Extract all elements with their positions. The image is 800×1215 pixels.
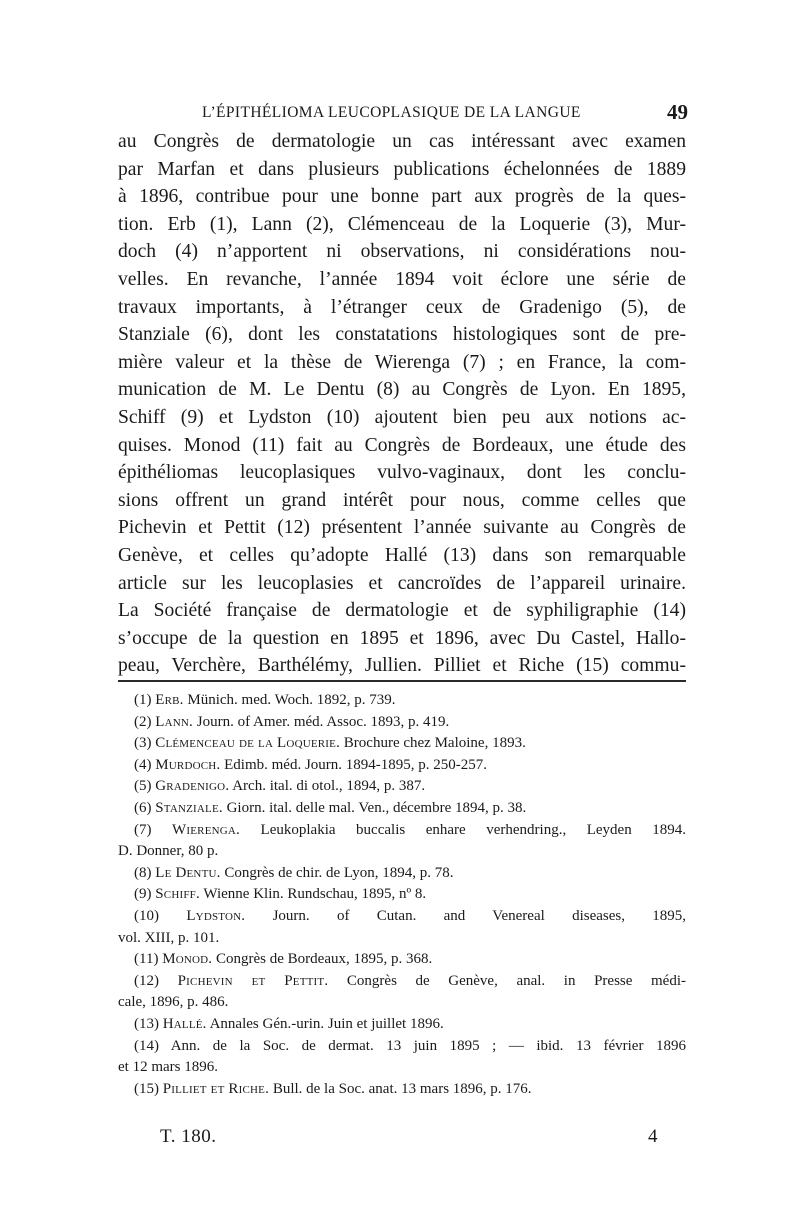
- footnote-citation: Brochure chez Maloine, 1893.: [343, 735, 526, 752]
- footnote-citation: Leukoplakia buccalis enhare verhendring., Leyden 1894.: [260, 821, 686, 838]
- footnote-number: (15): [134, 1080, 159, 1097]
- body-text: [118, 128, 686, 680]
- footnote-author: Lydston.: [186, 907, 246, 924]
- footnote: [118, 906, 686, 928]
- footnote: [118, 884, 686, 906]
- body-line: peau, Verchère, Barthélémy, Jullien. Pilliet et Riche (15) commu-: [118, 655, 686, 677]
- footnote-citation: Edimb. méd. Journ. 1894-1895, p. 250-257.: [224, 756, 488, 773]
- body-line: Pichevin et Pettit (12) présentent l’année suivante au Congrès de: [118, 517, 686, 539]
- footnote: [118, 863, 686, 885]
- footnote: [118, 1014, 686, 1036]
- footnote: [118, 820, 686, 842]
- footnote-separator: [118, 680, 686, 682]
- body-line: par Marfan et dans plusieurs publications échelonnées de 1889: [118, 158, 686, 180]
- footnote-number: (7): [134, 821, 152, 838]
- footnote-continuation: vol. XIII, p. 101.: [118, 929, 220, 946]
- footnote-author: Pichevin et Pettit.: [177, 972, 329, 989]
- footnote-author: Gradenigo.: [155, 778, 230, 795]
- body-line: mière valeur et la thèse de Wierenga (7) ; en France, la com-: [118, 351, 686, 373]
- body-line: Schiff (9) et Lydston (10) ajoutent bien peu aux notions ac-: [118, 406, 686, 428]
- body-line: Stanziale (6), dont les constatations histologiques sont de pre-: [118, 324, 686, 346]
- footnote-citation: Wienne Klin. Rundschau, 1895, nº 8.: [203, 886, 427, 903]
- footnote: [118, 1079, 686, 1101]
- body-line: velles. En revanche, l’année 1894 voit éclore une série de: [118, 268, 686, 290]
- body-line: travaux importants, à l’étranger ceux de Gradenigo (5), de: [118, 296, 686, 318]
- footnote-citation: Journ. of Cutan. and Venereal diseases, 1895,: [272, 907, 687, 924]
- footnote-number: (13): [134, 1015, 159, 1032]
- footnote-number: (8): [134, 864, 152, 881]
- footnote-citation: Bull. de la Soc. anat. 13 mars 1896, p. 176.: [272, 1080, 532, 1097]
- signature-mark: T. 180.: [160, 1126, 217, 1147]
- footnote-citation: Congrès de Genève, anal. in Presse médi-: [346, 972, 687, 989]
- body-line: quises. Monod (11) fait au Congrès de Bordeaux, une étude des: [118, 434, 686, 456]
- body-line: au Congrès de dermatologie un cas intéressant avec examen: [118, 131, 686, 152]
- body-line: munication de M. Le Dentu (8) au Congrès de Lyon. En 1895,: [118, 379, 686, 401]
- footnote-citation: Congrès de chir. de Lyon, 1894, p. 78.: [224, 864, 454, 881]
- footnote-citation: Giorn. ital. delle mal. Ven., décembre 1894, p. 38.: [226, 799, 527, 816]
- footnote-author: Pilliet et Riche.: [162, 1080, 270, 1097]
- sheet-number: 4: [648, 1126, 658, 1147]
- footnote-author: Monod.: [162, 951, 213, 968]
- footnote-number: (5): [134, 778, 152, 795]
- footnote-number: (4): [134, 756, 152, 773]
- footnote-continuation: et 12 mars 1896.: [118, 1059, 218, 1076]
- body-line: à 1896, contribue pour une bonne part aux progrès de la ques-: [118, 186, 686, 208]
- footnote-author: Stanziale.: [155, 799, 223, 816]
- footnote-citation: Annales Gén.-urin. Juin et juillet 1896.: [209, 1015, 444, 1032]
- footnote: [118, 755, 686, 777]
- body-line: sions offrent un grand intérêt pour nous, comme celles que: [118, 489, 686, 511]
- footnote-citation: Ann. de la Soc. de dermat. 13 juin 1895 ; — ibid. 13 février 1896: [170, 1037, 686, 1054]
- footnote-number: (2): [134, 713, 152, 730]
- footnotes: [118, 690, 686, 1100]
- footnote-author: Le Dentu.: [155, 864, 221, 881]
- footnote-number: (6): [134, 799, 152, 816]
- footnote-author: Clémenceau de la Loquerie.: [155, 735, 341, 752]
- footnote: [118, 776, 686, 798]
- body-line: tion. Erb (1), Lann (2), Clémenceau de la Loquerie (3), Mur-: [118, 213, 686, 235]
- footnote-author: Lann.: [155, 713, 193, 730]
- footnote: [118, 733, 686, 755]
- footnote-number: (12): [134, 972, 159, 989]
- footnote: [118, 1036, 686, 1058]
- body-line: épithéliomas leucoplasiques vulvo-vaginaux, dont les conclu-: [118, 462, 686, 484]
- body-line: Genève, et celles qu’adopte Hallé (13) dans son remarquable: [118, 544, 686, 566]
- footnote: [118, 798, 686, 820]
- footnote-author: Wierenga.: [172, 821, 241, 838]
- page-number: 49: [667, 100, 688, 124]
- running-header: [118, 100, 688, 126]
- footnote-number: (14): [134, 1037, 159, 1054]
- footnote: [118, 949, 686, 971]
- footnote: [118, 712, 686, 734]
- footnote-citation: Journ. of Amer. méd. Assoc. 1893, p. 419.: [196, 713, 450, 730]
- footnote-citation: Congrès de Bordeaux, 1895, p. 368.: [216, 951, 433, 968]
- footnote-citation: Münich. med. Woch. 1892, p. 739.: [187, 692, 396, 708]
- footnote-continuation: cale, 1896, p. 486.: [118, 994, 229, 1011]
- footnote-number: (9): [134, 886, 152, 903]
- footnote-author: Schiff.: [155, 886, 200, 903]
- footnote-author: Erb.: [155, 692, 184, 708]
- footnote-continuation: D. Donner, 80 p.: [118, 843, 219, 860]
- body-line: article sur les leucoplasies et cancroïdes de l’appareil urinaire.: [118, 572, 686, 594]
- footnote-author: Murdoch.: [155, 756, 221, 773]
- footnote-number: (10): [134, 907, 159, 924]
- body-line: s’occupe de la question en 1895 et 1896, avec Du Castel, Hallo-: [118, 627, 686, 649]
- footnote-number: (11): [134, 951, 159, 968]
- footnote: [118, 690, 686, 712]
- footnote: [118, 971, 686, 993]
- body-line: La Société française de dermatologie et de syphiligraphie (14): [118, 600, 686, 622]
- footnote-citation: Arch. ital. di otol., 1894, p. 387.: [232, 778, 426, 795]
- footnote-number: (1): [134, 692, 152, 708]
- footnote-number: (3): [134, 735, 152, 752]
- footnote-author: Hallé.: [162, 1015, 207, 1032]
- body-line: doch (4) n’apportent ni observations, ni considérations nou-: [118, 241, 686, 263]
- running-title: L’ÉPITHÉLIOMA LEUCOPLASIQUE DE LA LANGUE: [202, 104, 581, 121]
